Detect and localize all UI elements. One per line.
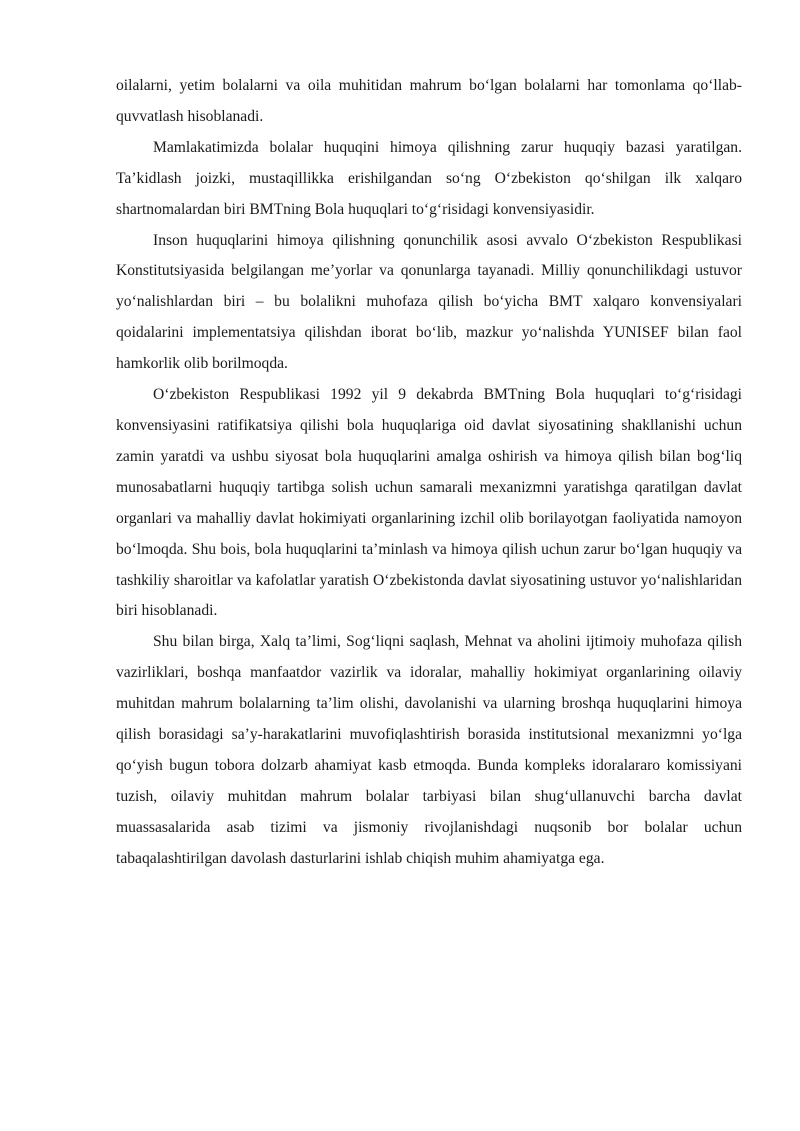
paragraph-ministries: Shu bilan birga, Xalq ta’limi, Sogʻliqni saqlash, Mehnat va aholini ijtimoiy muhofaza qilish vazirliklari, boshqa manfaatdor vazirlik va idoralar, mahalliy hokimiyat organlarining oilaviy muhitdan mahrum bolalarning ta’lim olishi, davolanishi va ularning broshqa huquqlarini himoya qilish borasidagi sa’y-harakatlarini muvofiqlashtirish borasida institutsional mexanizmni yoʻlga qoʻyish bugun tobora dolzarb ahamiyat kasb etmoqda. Bunda kompleks idoralararo komissiyani tuzish, oilaviy muhitdan mahrum bolalar tarbiyasi bilan shugʻullanuvchi barcha davlat muassasalarida asab tizimi va jismoniy rivojlanishdagi nuqsonib bor bolalar uchun tabaqalashtirilgan davolash dasturlarini ishlab chiqish muhim ahamiyatga ega.	[116, 633, 742, 867]
paragraph-ratification: Oʻzbekiston Respublikasi 1992 yil 9 dekabrda BMTning Bola huquqlari toʻgʻrisidagi konvensiyasini ratifikatsiya qilishi bola huquqlariga oid davlat siyosatining shakllanishi uchun zamin yaratdi va ushbu siyosat bola huquqlarini amalga oshirish va himoya qilish bilan bogʻliq munosabatlarni huquqiy tartibga solish uchun samarali mexanizmni yaratishga qaratilgan davlat organlari va mahalliy davlat hokimiyati organlarining izchil olib borilayotgan faoliyatida namoyon boʻlmoqda. Shu bois, bola huquqlarini ta’minlash va himoya qilish uchun zarur boʻlgan huquqiy va tashkiliy sharoitlar va kafolatlar yaratish Oʻzbekistonda davlat siyosatining ustuvor yoʻnalishlaridan biri hisoblanadi.	[116, 386, 742, 620]
paragraph-legal-basis: Mamlakatimizda bolalar huquqini himoya qilishning zarur huquqiy bazasi yaratilgan. Ta’kidlash joizki, mustaqillikka erishilgandan soʻng Oʻzbekiston qoʻshilgan ilk xalqaro shartnomalardan biri BMTning Bola huquqlari toʻgʻrisidagi konvensiyasidir.	[116, 138, 742, 218]
paragraph-continuation: oilalarni, yetim bolalarni va oila muhitidan mahrum boʻlgan bolalarni har tomonlama qoʻllab-quvvatlash hisoblanadi.	[116, 77, 742, 125]
document-page	[116, 71, 742, 875]
paragraph-constitution: Inson huquqlarini himoya qilishning qonunchilik asosi avvalo Oʻzbekiston Respublikasi Konstitutsiyasida belgilangan me’yorlar va qonunlarga tayanadi. Milliy qonunchilikdagi ustuvor yoʻnalishlardan biri – bu bolalikni muhofaza qilish boʻyicha BMT xalqaro konvensiyalari qoidalarini implementatsiya qilishdan iborat boʻlib, mazkur yoʻnalishda YUNISEF bilan faol hamkorlik olib borilmoqda.	[116, 231, 742, 373]
